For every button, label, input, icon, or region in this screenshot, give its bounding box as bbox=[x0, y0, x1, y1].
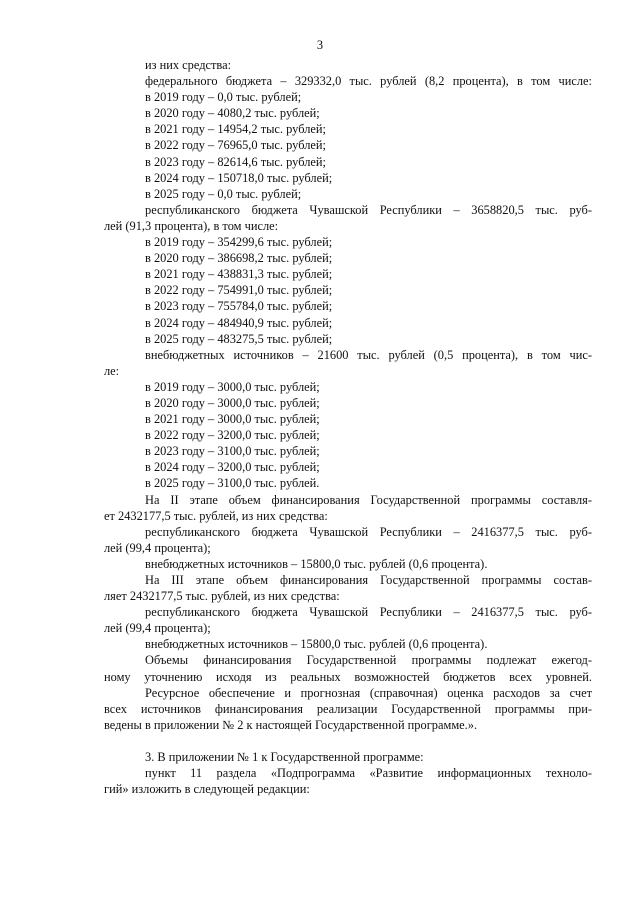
text-line: в 2022 году – 754991,0 тыс. рублей; bbox=[145, 283, 333, 298]
text-line: в 2025 году – 3100,0 тыс. рублей. bbox=[145, 476, 320, 491]
text-line: в 2020 году – 3000,0 тыс. рублей; bbox=[145, 395, 320, 410]
text-line: в 2021 году – 3000,0 тыс. рублей; bbox=[145, 412, 320, 427]
text-line: в 2019 году – 354299,6 тыс. рублей; bbox=[145, 235, 333, 250]
text-line: республиканского бюджета Чувашской Республики – 2416377,5 тыс. руб- bbox=[145, 524, 592, 539]
text-line: 3. В приложении № 1 к Государственной программе: bbox=[145, 749, 424, 764]
text-line: На III этапе объем финансирования Государственной программы состав- bbox=[145, 573, 592, 587]
text-line: республиканского бюджета Чувашской Республики – 2416377,5 тыс. руб- bbox=[145, 605, 592, 620]
text-line: Объемы финансирования Государственной программы подлежат ежегод- bbox=[145, 653, 592, 668]
text-line: в 2022 году – 3200,0 тыс. рублей; bbox=[145, 428, 320, 443]
text-line: в 2024 году – 3200,0 тыс. рублей; bbox=[145, 460, 320, 475]
text-line: лей (99,4 процента); bbox=[104, 621, 211, 636]
text-line: в 2023 году – 3100,0 тыс. рублей; bbox=[145, 444, 320, 459]
text-line: в 2020 году – 4080,2 тыс. рублей; bbox=[145, 106, 320, 121]
text-line: в 2025 году – 483275,5 тыс. рублей; bbox=[145, 331, 333, 346]
text-line: в 2023 году – 82614,6 тыс. рублей; bbox=[145, 154, 326, 169]
text-line: ляет 2432177,5 тыс. рублей, из них средства: bbox=[104, 589, 340, 604]
text-line: в 2025 году – 0,0 тыс. рублей; bbox=[145, 186, 302, 201]
text-line: ведены в приложении № 2 к настоящей Государственной программе.». bbox=[104, 717, 478, 732]
text-line: ет 2432177,5 тыс. рублей, из них средства: bbox=[104, 508, 328, 523]
text-line: в 2019 году – 3000,0 тыс. рублей; bbox=[145, 379, 320, 394]
text-line: в 2023 году – 755784,0 тыс. рублей; bbox=[145, 299, 333, 314]
text-line: в 2021 году – 14954,2 тыс. рублей; bbox=[145, 122, 326, 137]
text-line: из них средства: bbox=[145, 58, 232, 72]
text-line: в 2021 году – 438831,3 тыс. рублей; bbox=[145, 267, 333, 282]
text-line: федерального бюджета – 329332,0 тыс. рублей (8,2 процента), в том числе: bbox=[145, 74, 592, 89]
text-line: в 2020 году – 386698,2 тыс. рублей; bbox=[145, 251, 333, 266]
text-line: в 2019 году – 0,0 тыс. рублей; bbox=[145, 90, 302, 105]
document-body bbox=[104, 57, 592, 797]
text-line: гий» изложить в следующей редакции: bbox=[104, 782, 310, 797]
text-line: Ресурсное обеспечение и прогнозная (справочная) оценка расходов за счет bbox=[145, 685, 592, 700]
text-line: внебюджетных источников – 21600 тыс. рублей (0,5 процента), в том чис- bbox=[145, 347, 592, 362]
text-line: лей (99,4 процента); bbox=[104, 540, 211, 555]
text-line: лей (91,3 процента), в том числе: bbox=[104, 218, 279, 233]
text-line: внебюджетных источников – 15800,0 тыс. рублей (0,6 процента). bbox=[145, 556, 488, 571]
text-line: внебюджетных источников – 15800,0 тыс. рублей (0,6 процента). bbox=[145, 637, 488, 652]
text-line: пункт 11 раздела «Подпрограмма «Развитие информационных техноло- bbox=[145, 766, 592, 781]
text-line: ле: bbox=[104, 363, 120, 378]
page-number: 3 bbox=[316, 38, 324, 52]
text-line: в 2022 году – 76965,0 тыс. рублей; bbox=[145, 138, 326, 153]
text-line: ному уточнению исходя из реальных возможностей бюджетов всех уровней. bbox=[104, 669, 592, 684]
paragraph-gap bbox=[104, 733, 592, 749]
text-line: всех источников финансирования реализации Государственной программы при- bbox=[104, 701, 592, 716]
text-line: На II этапе объем финансирования Государственной программы составля- bbox=[145, 492, 592, 507]
text-line: республиканского бюджета Чувашской Республики – 3658820,5 тыс. руб- bbox=[145, 202, 592, 217]
text-line: в 2024 году – 484940,9 тыс. рублей; bbox=[145, 315, 333, 330]
text-line: в 2024 году – 150718,0 тыс. рублей; bbox=[145, 170, 333, 185]
